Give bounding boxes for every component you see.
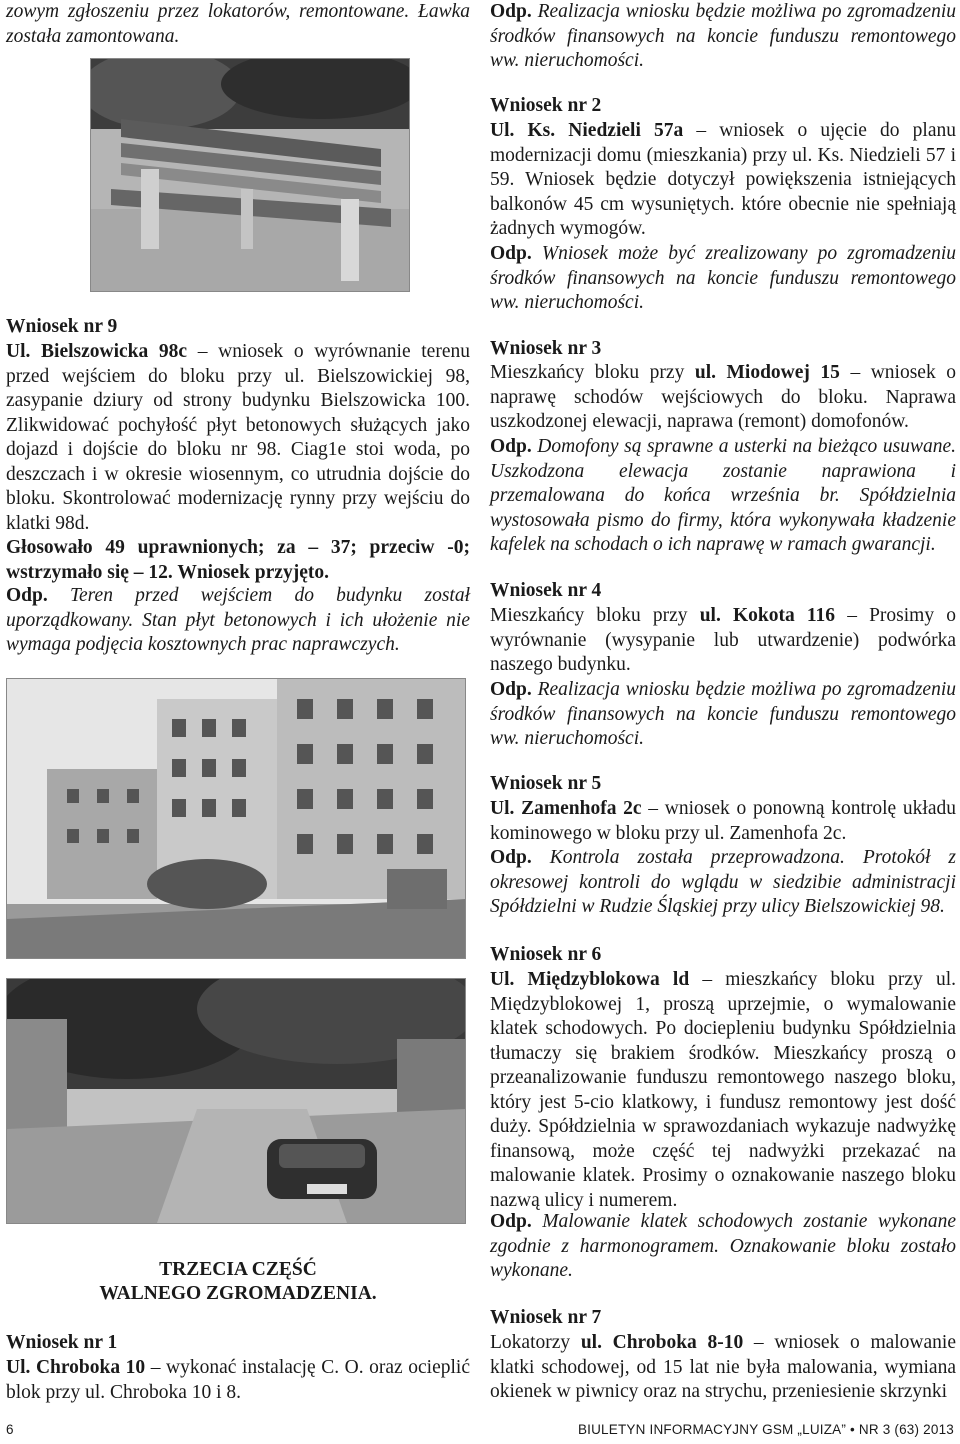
w3-body: – wniosek o naprawę schodów wejściowych do bloku. Naprawa uszkodzonej elewacji, naprawa (remont) domofonów.	[490, 362, 956, 432]
page-footer	[6, 1418, 954, 1442]
w5-answer-label: Odp.	[490, 847, 532, 868]
w2-body: – wniosek o ujęcie do planu modernizacji domu (mieszkania) przy ul. Ks. Niedzieli 57 i 59. Wniosek będzie dotyczył powiększenia istniejących balkonów 45 cm wysuniętych. które obecnie nie spełniają żadnych wymogów.	[490, 120, 956, 239]
prev-answer	[490, 0, 956, 74]
w4-body-paragraph	[490, 604, 956, 678]
w7-body: – wniosek o malowanie klatki schodowej, od 15 lat nie była malowania, wymiana okienek w piwnicy oraz na strychu, przeniesienie skrzynki	[490, 1332, 956, 1402]
w3-answer	[490, 435, 956, 558]
bench-photo	[90, 58, 410, 292]
w9-address: Ul. Bielszowicka 98c	[6, 341, 188, 362]
w3-answer-text: Domofony są sprawne a usterki na bieżąco usuwane. Uszkodzona elewacja zostanie naprawiona i przemalowana do końca września br. Spółdzielnia wystosowała pismo do firmy, która wykonywała kładzenie kafelek na schodach o ich naprawę w ramach gwarancji.	[490, 436, 956, 555]
w6-address: Ul. Międzyblokowa ld	[490, 969, 690, 990]
w5-answer-text: Kontrola została przeprowadzona. Protokół z okresowej kontroli do wglądu w siedzibie administracji Spółdzielni w Rudzie Śląskiej przy ulicy Bielszowickiej 98.	[490, 847, 956, 917]
w1-heading: Wniosek nr 1	[6, 1332, 118, 1353]
w6-answer-text: Malowanie klatek schodowych zostanie wykonane zgodnie z harmonogramem. Oznakowanie bloku zostało wykonane.	[490, 1211, 956, 1281]
w2-heading: Wniosek nr 2	[490, 95, 602, 116]
w5-body-paragraph	[490, 797, 956, 846]
w9-answer-label: Odp.	[6, 585, 48, 606]
w3-address: ul. Miodowej 15	[694, 362, 840, 383]
w9-answer-text: Teren przed wejściem do budynku został uporządkowany. Stan płyt betonowych i ich ułożenie nie wymaga podjęcia kosztownych prac naprawczych.	[6, 585, 470, 655]
w2-body-paragraph	[490, 119, 956, 242]
w4-pre: Mieszkańcy bloku przy	[490, 605, 700, 626]
w4-heading: Wniosek nr 4	[490, 580, 602, 601]
w1-body-paragraph	[6, 1356, 470, 1405]
building-photo	[6, 678, 466, 959]
w2-answer-text: Wniosek może być zrealizowany po zgromadzeniu środków finansowych na koncie funduszu remontowego ww. nieruchomości.	[490, 243, 956, 313]
w7-heading: Wniosek nr 7	[490, 1307, 602, 1328]
w3-answer-label: Odp.	[490, 436, 532, 457]
w7-address: ul. Chroboka 8-10	[580, 1332, 744, 1353]
car-photo-drawing	[7, 979, 465, 1223]
prev-answer-text: Realizacja wniosku będzie możliwa po zgromadzeniu środków finansowych na koncie funduszu remontowego ww. nieruchomości.	[490, 1, 956, 71]
prev-answer-label: Odp.	[490, 1, 532, 22]
section-title-line-2: WALNEGO ZGROMADZENIA.	[99, 1283, 377, 1304]
w3-pre: Mieszkańcy bloku przy	[490, 362, 695, 383]
intro-text: zowym zgłoszeniu przez lokatorów, remontowane. Ławka została zamontowana.	[6, 1, 470, 47]
page-number: 6	[6, 1422, 14, 1437]
w7-body-paragraph	[490, 1331, 956, 1405]
bench-photo-drawing	[91, 59, 409, 291]
section-title-line-1: TRZECIA CZĘŚĆ	[159, 1259, 317, 1280]
w3-heading: Wniosek nr 3	[490, 338, 602, 359]
w1-address: Ul. Chroboka 10	[6, 1357, 146, 1378]
w9-answer	[6, 584, 470, 658]
w4-answer-label: Odp.	[490, 679, 532, 700]
w9-vote: Głosowało 49 uprawnionych; za – 37; przeciw -0; wstrzymało się – 12. Wniosek przyjęto.	[6, 537, 470, 583]
w6-answer	[490, 1210, 956, 1284]
w2-answer	[490, 242, 956, 316]
w5-body: – wniosek o ponowną kontrolę układu kominowego w bloku przy ul. Zamenhofa 2c.	[490, 798, 956, 844]
w5-heading: Wniosek nr 5	[490, 773, 602, 794]
w9-body-paragraph	[6, 340, 470, 536]
w6-answer-label: Odp.	[490, 1211, 532, 1232]
w4-answer	[490, 678, 956, 752]
w1-body: – wykonać instalację C. O. oraz ocieplić blok przy ul. Chroboka 10 i 8.	[6, 1357, 470, 1403]
w6-heading: Wniosek nr 6	[490, 944, 602, 965]
w2-address: Ul. Ks. Niedzieli 57a	[490, 120, 684, 141]
w9-heading: Wniosek nr 9	[6, 316, 118, 337]
w9-body: – wniosek o wyrównanie terenu przed wejściem do bloku przy ul. Bielszowickiej 98, zasypanie dziury od strony budynku Bielszowicka 100. Zlikwidować pochyłość płyt betonowych służących jako dojazd i dojście do bloku nr 98. Ciag1e stoi woda, po deszczach i w okresie wiosennym, co utrudnia dojście do bloku. Skontrolować modernizację rynny przy wejściu do klatki 98d.	[6, 341, 470, 534]
w5-address: Ul. Zamenhofa 2c	[490, 798, 642, 819]
car-photo	[6, 978, 466, 1224]
w5-answer	[490, 846, 956, 920]
w4-body: – Prosimy o wyrównanie (wysypanie lub utwardzenie) podwórka naszego budynku.	[490, 605, 956, 675]
w4-address: ul. Kokota 116	[699, 605, 836, 626]
w4-answer-text: Realizacja wniosku będzie możliwa po zgromadzeniu środków finansowych na koncie funduszu remontowego ww. nieruchomości.	[490, 679, 956, 749]
w6-body-paragraph	[490, 968, 956, 1213]
w6-body: – mieszkańcy bloku przy ul. Międzyblokowej 1, proszą uprzejmie, o wymalowanie klatek schodowych. Po dociepleniu budynku Spółdzielnia tłumaczy się brakiem środków. Mieszkańcy proszą o przeanalizowanie funduszu remontowego naszego bloku, który jest 5-cio klatkowy, i fundusz remontowy jest dość duży. Spółdzielnia w sprawozdaniach wykazuje nadwyżkę finansową, może część tej nadwyżki przekazać na malowanie klatek. Prosimy o oznakowanie naszego bloku nazwą ulicy i numerem.	[490, 969, 956, 1211]
publication-title: BIULETYN INFORMACYJNY GSM „LUIZA” • NR 3 (63) 2013	[577, 1422, 954, 1437]
w3-body-paragraph	[490, 361, 956, 435]
w2-answer-label: Odp.	[490, 243, 532, 264]
building-photo-drawing	[7, 679, 465, 958]
w7-pre: Lokatorzy	[490, 1332, 581, 1353]
